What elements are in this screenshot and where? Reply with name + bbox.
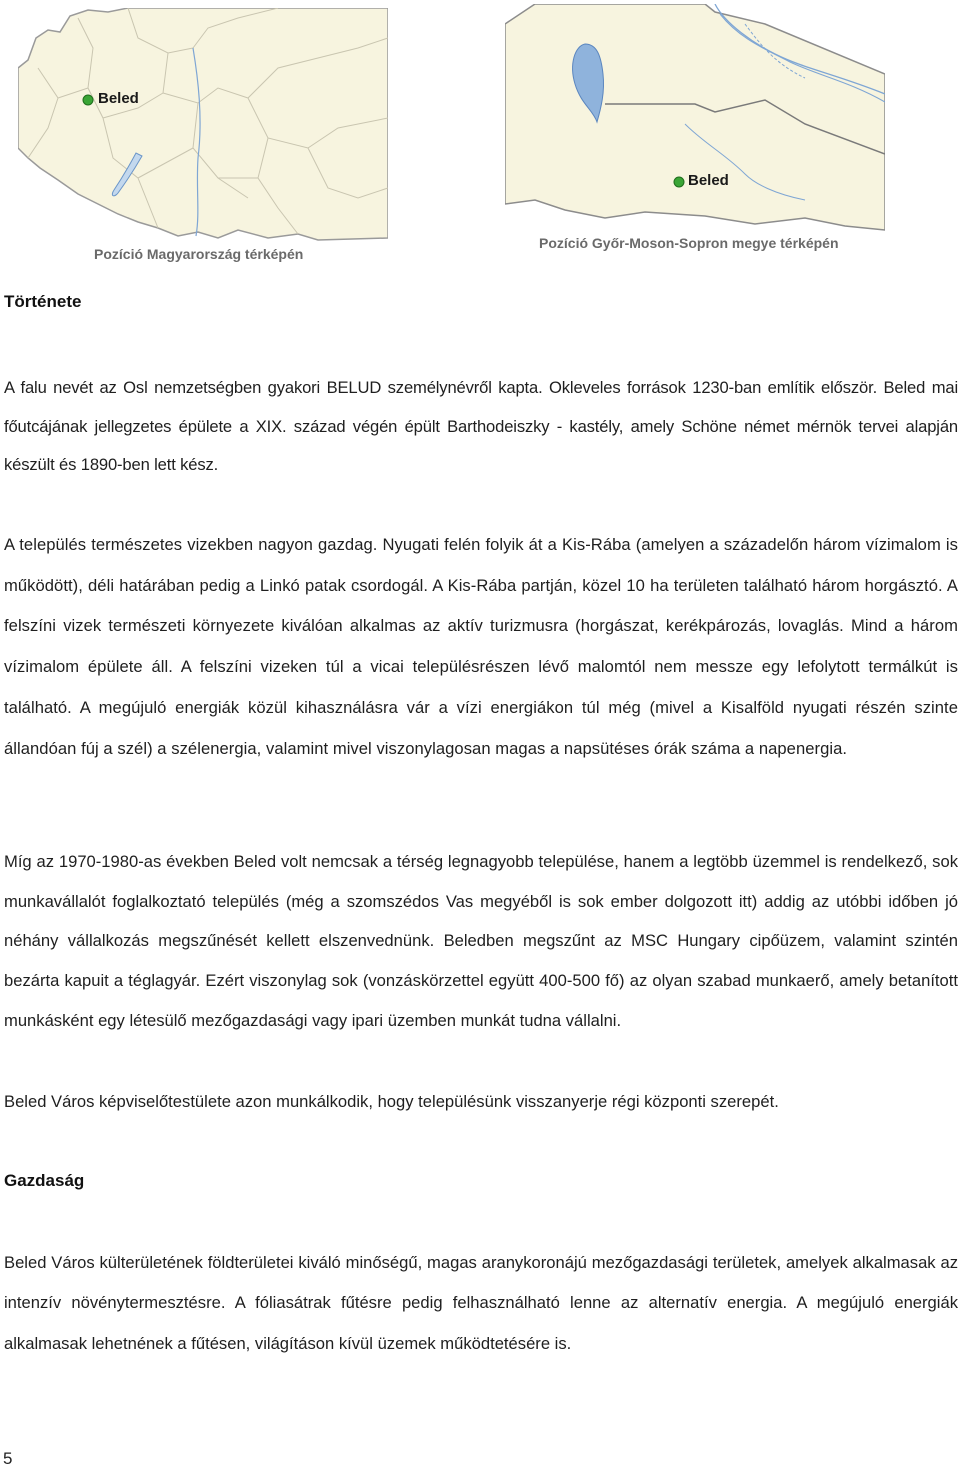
hungary-map-graphic (18, 8, 388, 266)
history-paragraph-4: Beled Város képviselőtestülete azon munkálkodik, hogy településünk visszanyerje régi központi szerepét. (4, 1092, 779, 1111)
economy-heading: Gazdaság (4, 1171, 85, 1190)
county-map (505, 4, 885, 260)
history-paragraph-1: A falu nevét az Osl nemzetségben gyakori BELUD személynévről kapta. Okleveles források 1230-ban említik először. Beled mai főutcájának jellegzetes épülete a XIX. század végén épült Barthodeiszky - kastély, amely Schöne német mérnök tervei alapján készült és 1890-ben lett kész. (4, 378, 958, 474)
county-map-beled-label: Beled (688, 172, 729, 189)
page-number: 5 (3, 1449, 13, 1468)
hungary-map-beled-label: Beled (98, 90, 139, 107)
history-heading: Története (4, 292, 82, 311)
history-paragraph-2: A település természetes vizekben nagyon gazdag. Nyugati felén folyik át a Kis-Rába (amelyen a századelőn három vízimalom is működött), déli határában pedig a Linkó patak csordogál. A Kis-Rába partján, közel 10 ha területen található három horgásztó. A felszíni vizek természeti környezete kiválóan alkalmas az aktív turizmusra (horgászat, kerékpározás, lovaglás. Mind a három vízimalom épülete áll. A felszíni vizeken túl a vicai településrészen lévő malomtól nem messze egy lefolytott termálkút is található. A megújuló energiák közül kihasználásra vár a vízi energiákon túl még (mivel a Kisalföld nyugati részén szinte állandóan fúj a szél) a szélenergia, valamint mivel viszonylagosan magas a napsütéses órák száma a napenergia. (4, 535, 958, 758)
hungary-map (18, 8, 388, 266)
history-paragraph-3: Míg az 1970-1980-as években Beled volt nemcsak a térség legnagyobb települése, hanem a legtöbb üzemmel is rendelkező, sok munkavállalót foglalkoztató település (még a szomszédos Vas megyéből is sok ember dolgozott itt) addig az utóbbi időben jó néhány vállalkozás megszűnését kellett elszenvednünk. Beledben megszűnt az MSC Hungary cipőüzem, valamint szintén bezárta kapuit a téglagyár. Ezért viszonylag sok (vonzáskörzettel együtt 400-500 fő) az olyan szabad munkaerő, amely betanított munkásként egy létesülő mezőgazdasági vagy ipari üzemben munkát tudna vállalni. (4, 852, 958, 1030)
county-map-graphic (505, 4, 885, 260)
county-map-caption: Pozíció Győr-Moson-Sopron megye térképén (539, 235, 839, 251)
hungary-map-caption: Pozíció Magyarország térképén (94, 246, 304, 262)
economy-paragraph-1: Beled Város külterületének földterületei kiváló minőségű, magas aranykoronájú mezőgazdasági területek, amelyek alkalmasak az intenzív növénytermesztésre. A fóliasátrak fűtésre pedig felhasználható lenne az alternatív energia. A megújuló energiák alkalmasak lehetnének a fűtésen, világításon kívül üzemek működtetésére is. (4, 1253, 958, 1353)
